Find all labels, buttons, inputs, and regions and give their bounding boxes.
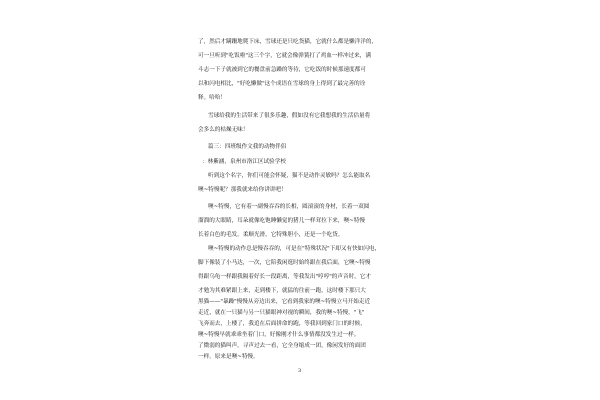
author-line: ：林紫涵，泉州市洛江区试验学校 — [202, 159, 286, 165]
text-line: 脚下像装了小马达，一次，它陪我闲逛时始终跟在我后面，它噢~特慢 — [198, 260, 371, 266]
text-line: 斗志一下子就被到它的餐盘前急躁的等待，它吃饭的时候那速度都可 — [198, 67, 366, 73]
text-line: 了微弱的猫叫声，寻声过去一看，它全身缩成一团，像闲发好的面团 — [198, 343, 366, 349]
text-line: 释。哈哈！ — [198, 95, 226, 101]
text-line: 会多么的枯燥无味！ — [198, 127, 249, 133]
text-line: 飞奔而去，上楼了，我追在后面拼命的跑，等我回到家门口的时候， — [198, 321, 366, 327]
text-line: 长着白色的毛发，柔顺光滑，它特殊胆小，还是一个吃货。 — [198, 232, 344, 238]
page-number: 3 — [298, 368, 302, 374]
text-line: 噢~特慢的动作总是慢吞吞的，可是在"特殊状况"下却又有快如闪电， — [208, 246, 381, 252]
text-line: 可一旦听到"吃饭啦"这三个字，它就会像弹簧打了鸡血一样冲过来，满 — [198, 53, 371, 59]
text-line: 雪球给我的生活带来了很多乐趣，假如没有它我想我的生活估量将 — [208, 113, 371, 119]
section-heading: 篇三：四班级作文我的动物伴侣 — [208, 144, 287, 150]
text-line: 听到这个名字，你们可能会怀疑，猫不是动作灵敏吗？怎么能取名 — [208, 173, 371, 179]
text-line: 噢~特慢早就乖乖坐着门口，好像刚才什么事情都没发生过一样。 — [198, 332, 360, 338]
text-line: 走近，就在一只猫与另一只猫眼神对视的瞬间，我的噢~特慢，"飞" — [198, 310, 365, 316]
text-line: 一样。原来是噢~特慢。 — [198, 354, 259, 360]
text-line: 以和闪电相比，"好吃懒做"这个成语在雪球的身上得到了最完善的诠 — [198, 81, 366, 87]
text-line: 噢~特慢，它有着一副慢吞吞的长相，圆滚滚的身材，长着一双圆 — [208, 204, 370, 210]
text-line: 才勉为其难紧跟上来，走到楼下，就猛的往前一跑，这时楼下那只大 — [198, 288, 366, 294]
text-line: 了，然后才蹒跚地爬下床，雪球还是只吃货猫，它就什么都是懒洋洋的， — [198, 39, 378, 45]
text-line: 噢~特慢呢？那我就来给你讲讲吧！ — [198, 187, 287, 193]
text-line: 黑猫——"暴躁"慢慢从旁边出来，它看到我家的噢~特慢立马开始走近 — [198, 299, 371, 305]
text-line: 溜溜的大眼睛，耳朵就像吃饱睡懒觉的猪儿一样耷拉下来，噢~特慢 — [198, 218, 365, 224]
text-line: 得跟乌龟一样跟我隔着好长一段距离，等我发出"哼哼"的声音时，它才 — [198, 274, 371, 280]
